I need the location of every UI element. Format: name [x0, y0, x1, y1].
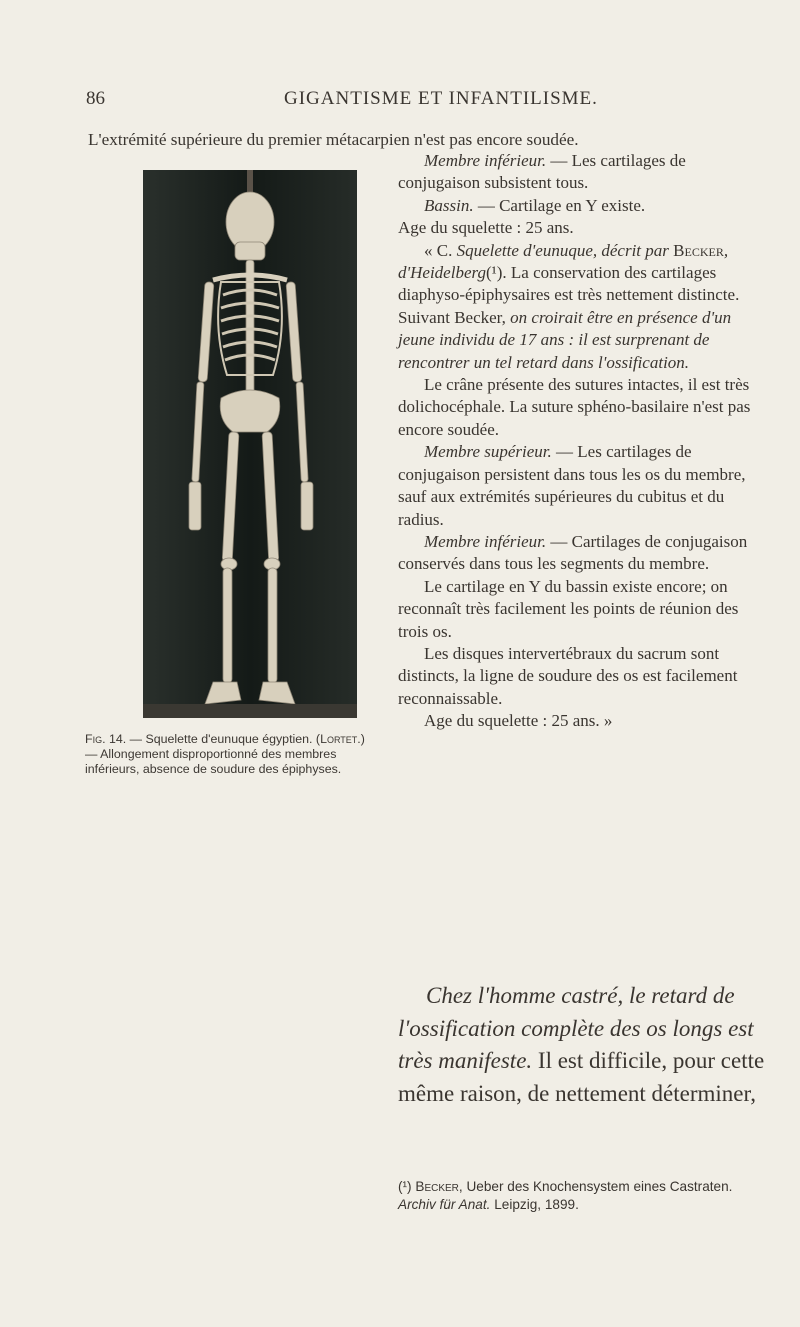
label-membre-superieur: Membre supérieur.: [424, 442, 552, 462]
paragraph-membre-inferieur-1: [398, 150, 770, 195]
label-membre-inferieur-2: Membre inférieur.: [424, 531, 547, 551]
caption-text-1: — Squelette d'eunuque égyptien. (: [126, 732, 321, 746]
large-roman: Il est difficile, pour cette même raison, de nettement déterminer,: [398, 1048, 765, 1106]
paragraph-bassin: [398, 195, 770, 217]
first-line: L'extrémité supérieure du premier métacarpien n'est pas encore soudée.: [88, 130, 579, 149]
large-paragraph: [398, 980, 778, 1110]
becker-text: . La conservation des cartilages diaphyso-épiphysaires est très nettement distincte. Suivant Becker,: [398, 263, 740, 327]
text-column: [398, 150, 770, 733]
large-text-block: [398, 980, 778, 1110]
footnote-marker: (¹): [398, 1179, 412, 1194]
footnote-author: Becker: [415, 1179, 459, 1194]
becker-place: , d'Heidelberg: [398, 240, 729, 283]
figure-skeleton: [143, 170, 357, 718]
footnote-place: Leipzig, 1899.: [490, 1196, 579, 1212]
label-bassin: Bassin.: [424, 195, 474, 215]
figure-caption: [85, 732, 367, 777]
running-head: [0, 88, 800, 112]
footnote: [398, 1178, 770, 1213]
large-italic: Chez l'homme castré, le retard de l'ossification complète des os longs est très manifeste.: [398, 983, 754, 1073]
footnote-journal: Archiv für Anat.: [398, 1196, 491, 1212]
paragraph-cartilage-y: Le cartilage en Y du bassin existe encore; on reconnaît très facilement les points de réunion des trois os.: [398, 576, 739, 641]
quote-open: « C.: [424, 240, 457, 260]
paragraph-membre-inferieur-2: [398, 531, 770, 576]
running-title: GIGANTISME ET INFANTILISME.: [284, 88, 598, 109]
text-membre-inferieur-2: — Cartilages de conjugaison conservés dans tous les segments du membre.: [398, 531, 748, 574]
paragraph-disques: Les disques intervertébraux du sacrum sont distincts, la ligne de soudure des os est facilement reconnaissable.: [398, 643, 738, 708]
becker-quote: on croirait être en présence d'un jeune individu de 17 ans : il est surprenant de rencontrer un tel retard dans l'ossification.: [398, 307, 732, 372]
paragraph-membre-superieur: [398, 441, 770, 531]
page-number: 86: [86, 88, 105, 109]
label-membre-inferieur: Membre inférieur.: [424, 151, 547, 170]
skeleton-illustration: [143, 170, 357, 718]
text-bassin: — Cartilage en Y existe.: [473, 195, 646, 215]
text-membre-inferieur: — Les cartilages de conjugaison subsistent tous.: [398, 151, 686, 193]
footnote-text: [398, 1178, 770, 1213]
footnote-body: , Ueber des Knochensystem eines Castraten.: [458, 1179, 733, 1194]
paragraph-age-2: Age du squelette : 25 ans. »: [424, 711, 613, 731]
becker-title: Squelette d'eunuque, décrit par: [456, 240, 669, 260]
footnote-ref: (¹): [485, 263, 503, 283]
paragraph-becker: [398, 240, 770, 374]
paragraph-age-1: Age du squelette : 25 ans.: [398, 218, 574, 238]
figure-label: Fig. 14.: [85, 732, 127, 746]
becker-author: Becker: [673, 240, 724, 260]
caption-author: Lortet: [320, 732, 358, 746]
paragraph-crane: Le crâne présente des sutures intactes, il est très dolichocéphale. La suture sphéno-basilaire n'est pas encore soudée.: [398, 375, 751, 439]
text-membre-superieur: — Les cartilages de conjugaison persistent dans tous les os du membre, sauf aux extrémités supérieures du cubitus et du radius.: [398, 442, 746, 529]
caption-text-2: .) — Allongement disproportionné des membres inférieurs, absence de soudure des épiphyses.: [85, 732, 365, 776]
